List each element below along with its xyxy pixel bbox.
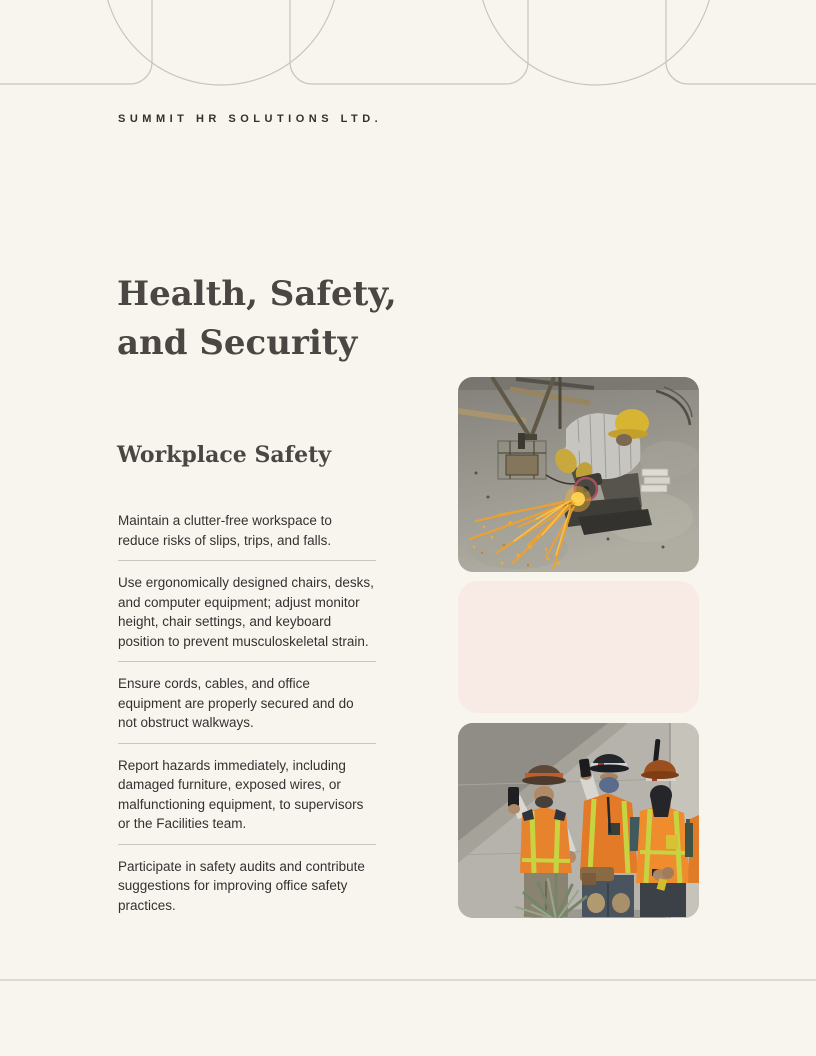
photo-worker-grinding — [458, 377, 699, 572]
list-item: Maintain a clutter-free workspace to reduce risks of slips, trips, and falls. — [118, 499, 376, 561]
decorative-header-band — [0, 0, 816, 88]
list-item: Use ergonomically designed chairs, desks, and computer equipment; adjust monitor height, chair settings, and keyboard position to prevent musculoskeletal strain. — [118, 561, 376, 662]
safety-guidelines-list — [118, 499, 376, 925]
brand-name: SUMMIT HR SOLUTIONS LTD. — [118, 113, 383, 125]
list-item: Ensure cords, cables, and office equipment are properly secured and do not obstruct walkways. — [118, 662, 376, 744]
photo-safety-crew — [458, 723, 699, 918]
deco-shapes-graphic — [0, 0, 816, 88]
list-item: Participate in safety audits and contribute suggestions for improving office safety practices. — [118, 858, 365, 913]
worker-grinding-illustration — [458, 377, 699, 572]
page-title — [117, 270, 397, 368]
footer-divider — [0, 979, 816, 981]
safety-crew-illustration — [458, 723, 699, 918]
page-title-line1: Health, Safety, — [117, 274, 397, 314]
page-title-line2: and Security — [117, 323, 358, 363]
section-heading: Workplace Safety — [117, 442, 332, 468]
accent-block — [458, 581, 699, 713]
list-item: Report hazards immediately, including damaged furniture, exposed wires, or malfunctioning equipment, to supervisors or the Facilities team. — [118, 744, 376, 845]
